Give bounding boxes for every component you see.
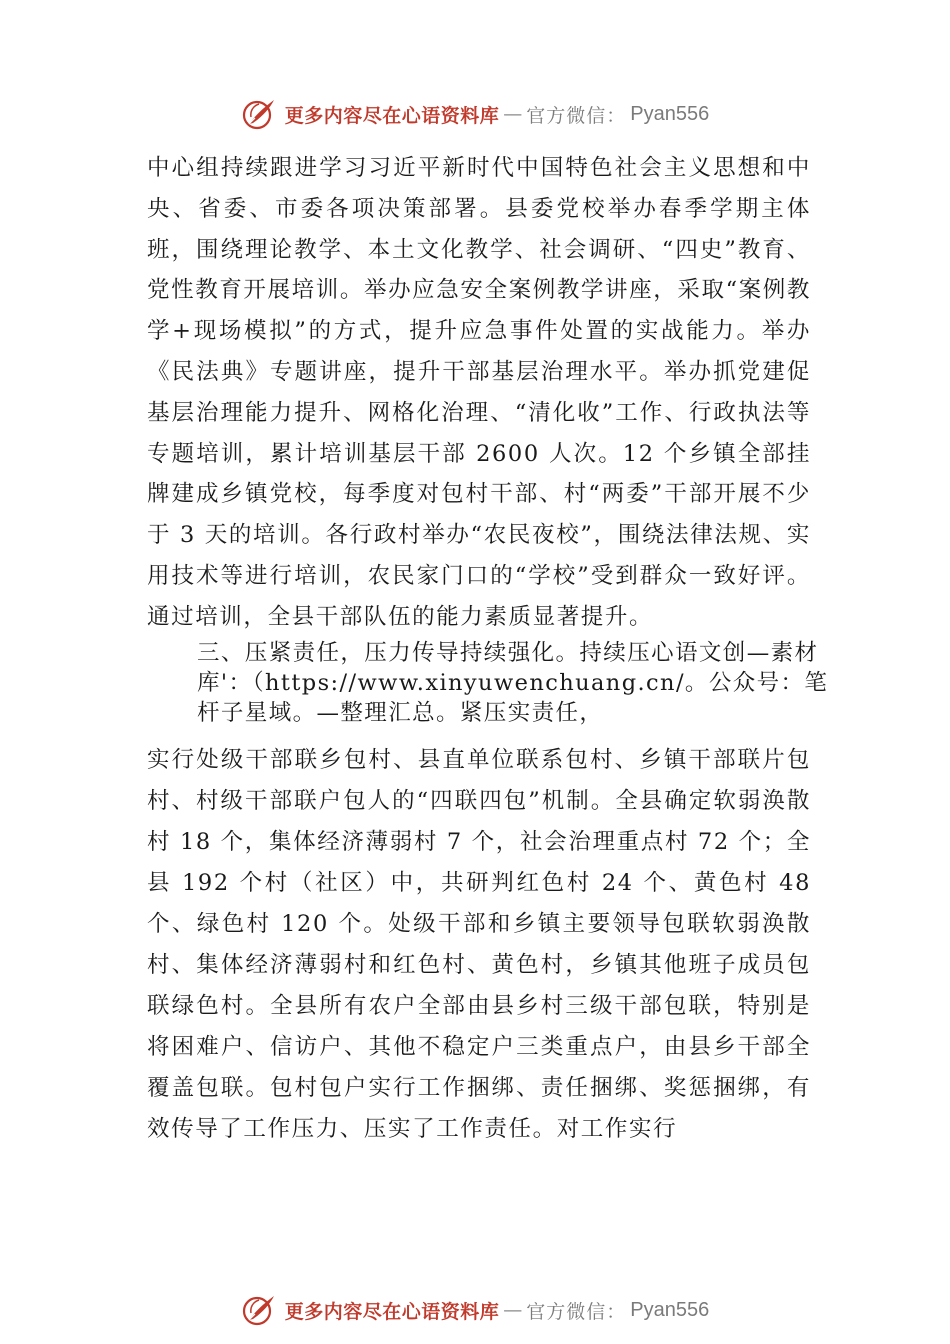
header-wechat-id: Pyan556 [630, 102, 710, 125]
quill-logo-icon [241, 96, 277, 132]
header-wechat-label: 官方微信： [526, 104, 627, 127]
paragraph-responsibility: 实行处级干部联乡包村、县直单位联系包村、乡镇干部联片包村、村级干部联户包人的“四联四包”机制。全县确定软弱涣散村 18 个，集体经济薄弱村 7 个，社会治理重点村 72 个；全县 192 个村（社区）中，共研判红色村 24 个、黄色村 48 个、绿色村 120 个。处级干部和乡镇主要领导包联软弱涣散村、集体经济薄弱村和红色村、黄色村，乡镇其他班子成员包联绿色村。全县所有农户全部由县乡村三级干部包联，特别是将困难户、信访户、其他不稳定户三类重点户，由县乡干部全覆盖包联。包村包户实行工作捆绑、责任捆绑、奖惩捆绑，有效传导了工作压力、压实了工作责任。对工作实行 [147, 746, 811, 1142]
header-banner [0, 92, 950, 136]
footer-banner [0, 1288, 950, 1332]
header-brand-text: 更多内容尽在心语资料库 [284, 104, 500, 127]
quill-logo-icon [241, 1292, 277, 1328]
paragraph-section-three-heading: 三、压紧责任，压力传导持续强化。持续压心语文创—素材库'：（https://www.xinyuwenchuang.cn/。公众号：笔杆子星域。—整理汇总。紧压实责任， [197, 639, 829, 726]
document-body [147, 148, 829, 1172]
footer-separator: — [503, 1299, 523, 1321]
paragraph-training: 中心组持续跟进学习习近平新时代中国特色社会主义思想和中央、省委、市委各项决策部署。县委党校举办春季学期主体班，围绕理论教学、本土文化教学、社会调研、“四史”教育、党性教育开展培训。举办应急安全案例教学讲座，采取“案例教学+现场模拟”的方式，提升应急事件处置的实战能力。举办《民法典》专题讲座，提升干部基层治理水平。举办抓党建促基层治理能力提升、网格化治理、“清化收”工作、行政执法等专题培训，累计培训基层干部 2600 人次。12 个乡镇全部挂牌建成乡镇党校，每季度对包村干部、村“两委”干部开展不少于 3 天的培训。各行政村举办“农民夜校”，围绕法律法规、实用技术等进行培训，农民家门口的“学校”受到群众一致好评。通过培训，全县干部队伍的能力素质显著提升。 [147, 155, 811, 630]
footer-wechat-label: 官方微信： [526, 1300, 627, 1323]
footer-wechat-id: Pyan556 [630, 1298, 710, 1321]
header-separator: — [503, 103, 523, 125]
footer-brand-text: 更多内容尽在心语资料库 [284, 1300, 500, 1323]
